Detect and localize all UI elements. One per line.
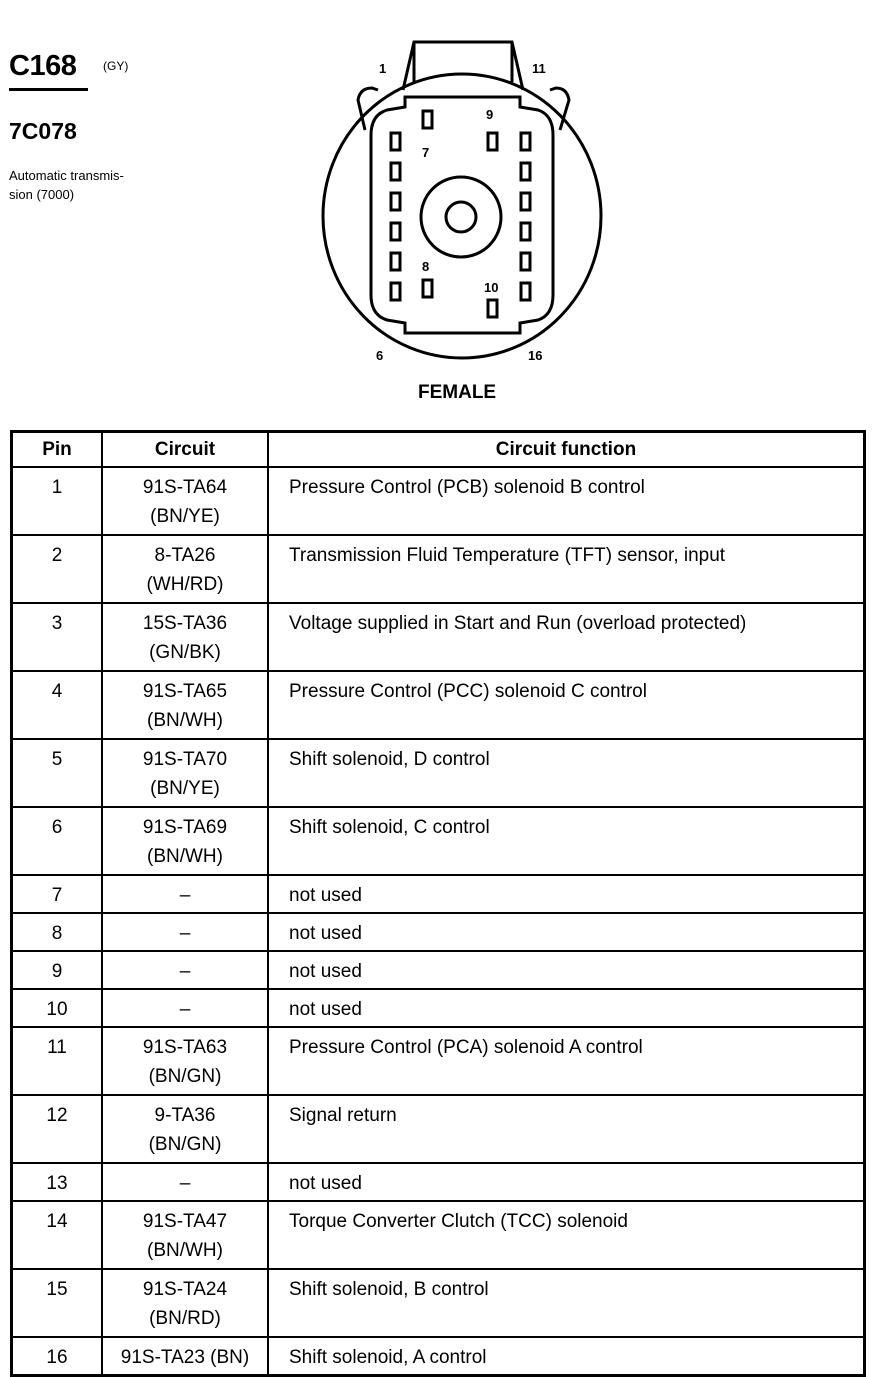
pin-cavity <box>391 283 400 300</box>
table-header-row <box>12 432 865 468</box>
pin-cavity <box>521 283 530 300</box>
pin-cavity <box>391 223 400 240</box>
circuit-cell <box>102 1095 268 1163</box>
table-row <box>12 1095 865 1163</box>
wire-color: (BN/WH) <box>147 846 223 867</box>
left-latch <box>358 88 378 130</box>
wire-color: (BN/YE) <box>150 778 220 799</box>
table-row <box>12 1027 865 1095</box>
circuit-number: 91S-TA69 <box>142 817 228 838</box>
circuit-number: – <box>179 923 191 944</box>
pin-cavity <box>391 253 400 270</box>
wire-color: (GN/BK) <box>149 642 221 663</box>
connector-face-diagram <box>0 0 876 420</box>
circuit-number: 91S-TA24 <box>142 1279 228 1300</box>
circuit-cell <box>102 671 268 739</box>
part-number: 7C078 <box>9 118 77 144</box>
pin-cavity <box>423 280 432 297</box>
circuit-number: 15S-TA36 <box>142 613 228 634</box>
table-row <box>12 1163 865 1201</box>
connector-id: C168 <box>9 50 77 82</box>
circuit-function-cell: Shift solenoid, A control <box>268 1337 865 1376</box>
circuit-function-cell: not used <box>268 875 865 913</box>
circuit-function-cell: Shift solenoid, B control <box>268 1269 865 1337</box>
circuit-number: 91S-TA70 <box>142 749 228 770</box>
pin-cavity <box>488 300 497 317</box>
center-boss <box>421 177 501 257</box>
circuit-cell <box>102 603 268 671</box>
table-row <box>12 671 865 739</box>
pin-label: 10 <box>484 280 499 295</box>
header-circuit-function: Circuit function <box>268 432 865 468</box>
pin-cell: 3 <box>12 603 103 671</box>
table-row <box>12 989 865 1027</box>
pin-cavity <box>423 111 432 128</box>
circuit-cell <box>102 1027 268 1095</box>
pin-cavities <box>391 111 530 317</box>
pin-cell: 11 <box>12 1027 103 1095</box>
circuit-cell <box>102 1163 268 1201</box>
pin-label: 6 <box>376 348 384 363</box>
pin-cavity <box>521 163 530 180</box>
circuit-number: – <box>179 1173 191 1194</box>
pin-label: 9 <box>486 107 494 122</box>
pin-label: 11 <box>532 61 546 76</box>
circuit-cell <box>102 913 268 951</box>
wire-color: (BN/RD) <box>149 1308 221 1329</box>
description-line: Automatic transmis- <box>9 168 124 183</box>
circuit-number: 91S-TA63 <box>142 1037 228 1058</box>
pin-cell: 5 <box>12 739 103 807</box>
pin-cell: 8 <box>12 913 103 951</box>
circuit-cell <box>102 467 268 535</box>
table-row <box>12 951 865 989</box>
circuit-cell <box>102 535 268 603</box>
pin-cell: 15 <box>12 1269 103 1337</box>
circuit-number: – <box>179 961 191 982</box>
circuit-function-cell: not used <box>268 951 865 989</box>
wire-color: (BN/WH) <box>147 710 223 731</box>
pin-cavity <box>521 133 530 150</box>
circuit-cell <box>102 1269 268 1337</box>
pin-cell: 6 <box>12 807 103 875</box>
header-pin: Pin <box>12 432 103 468</box>
connector-color: (GY) <box>103 59 129 73</box>
wire-color: (BN/GN) <box>148 1066 222 1087</box>
pin-label: 8 <box>422 259 430 274</box>
table-row <box>12 1269 865 1337</box>
description-line: sion (7000) <box>9 187 75 202</box>
circuit-function-cell: Shift solenoid, D control <box>268 739 865 807</box>
table-row <box>12 603 865 671</box>
wire-color: (WH/RD) <box>146 574 224 595</box>
circuit-number: – <box>179 885 191 906</box>
circuit-function-cell: Shift solenoid, C control <box>268 807 865 875</box>
table-row <box>12 875 865 913</box>
table-row <box>12 535 865 603</box>
pin-cell: 12 <box>12 1095 103 1163</box>
center-hole <box>446 202 476 232</box>
pin-cell: 7 <box>12 875 103 913</box>
table-row <box>12 467 865 535</box>
pin-cavity <box>391 163 400 180</box>
circuit-cell <box>102 951 268 989</box>
wire-color: (BN/WH) <box>147 1240 223 1261</box>
circuit-number: – <box>179 999 191 1020</box>
table-row <box>12 807 865 875</box>
header-circuit: Circuit <box>102 432 268 468</box>
pin-cell: 16 <box>12 1337 103 1376</box>
circuit-function-cell: Pressure Control (PCA) solenoid A control <box>268 1027 865 1095</box>
pin-cell: 9 <box>12 951 103 989</box>
table-row <box>12 913 865 951</box>
wire-color: (BN/YE) <box>150 506 220 527</box>
circuit-function-cell: Pressure Control (PCB) solenoid B control <box>268 467 865 535</box>
table-row <box>12 1337 865 1376</box>
circuit-function-cell: Torque Converter Clutch (TCC) solenoid <box>268 1201 865 1269</box>
circuit-number: 8-TA26 <box>154 545 216 566</box>
pin-cavity <box>391 193 400 210</box>
pin-cell: 2 <box>12 535 103 603</box>
pin-cell: 10 <box>12 989 103 1027</box>
pin-cavity <box>488 133 497 150</box>
circuit-function-cell: not used <box>268 1163 865 1201</box>
pin-cavity <box>521 223 530 240</box>
circuit-function-cell: not used <box>268 913 865 951</box>
connector-lock-tab <box>403 42 523 90</box>
pin-cell: 1 <box>12 467 103 535</box>
circuit-cell <box>102 739 268 807</box>
pin-label: 1 <box>379 61 387 76</box>
table-row <box>12 1201 865 1269</box>
circuit-cell <box>102 1337 268 1376</box>
connector-outline <box>323 74 601 358</box>
pin-label: 16 <box>528 348 543 363</box>
circuit-cell <box>102 807 268 875</box>
pin-cavity <box>391 133 400 150</box>
circuit-function-cell: not used <box>268 989 865 1027</box>
circuit-number: 91S-TA65 <box>142 681 228 702</box>
connector-gender: FEMALE <box>418 382 497 403</box>
wire-color: (BN/GN) <box>148 1134 222 1155</box>
circuit-cell <box>102 989 268 1027</box>
circuit-function-cell: Signal return <box>268 1095 865 1163</box>
circuit-number: 9-TA36 <box>154 1105 216 1126</box>
pin-cell: 14 <box>12 1201 103 1269</box>
circuit-cell <box>102 1201 268 1269</box>
pin-cavity <box>521 193 530 210</box>
circuit-number: 91S-TA23 (BN) <box>120 1347 250 1368</box>
circuit-number: 91S-TA47 <box>142 1211 228 1232</box>
circuit-function-cell: Voltage supplied in Start and Run (overload protected) <box>268 603 865 671</box>
circuit-cell <box>102 875 268 913</box>
pin-cell: 13 <box>12 1163 103 1201</box>
circuit-function-cell: Pressure Control (PCC) solenoid C control <box>268 671 865 739</box>
circuit-number: 91S-TA64 <box>142 477 228 498</box>
table-row <box>12 739 865 807</box>
pin-cell: 4 <box>12 671 103 739</box>
pin-label: 7 <box>422 145 430 160</box>
pinout-table <box>10 430 866 1377</box>
pin-cavity <box>521 253 530 270</box>
circuit-function-cell: Transmission Fluid Temperature (TFT) sensor, input <box>268 535 865 603</box>
